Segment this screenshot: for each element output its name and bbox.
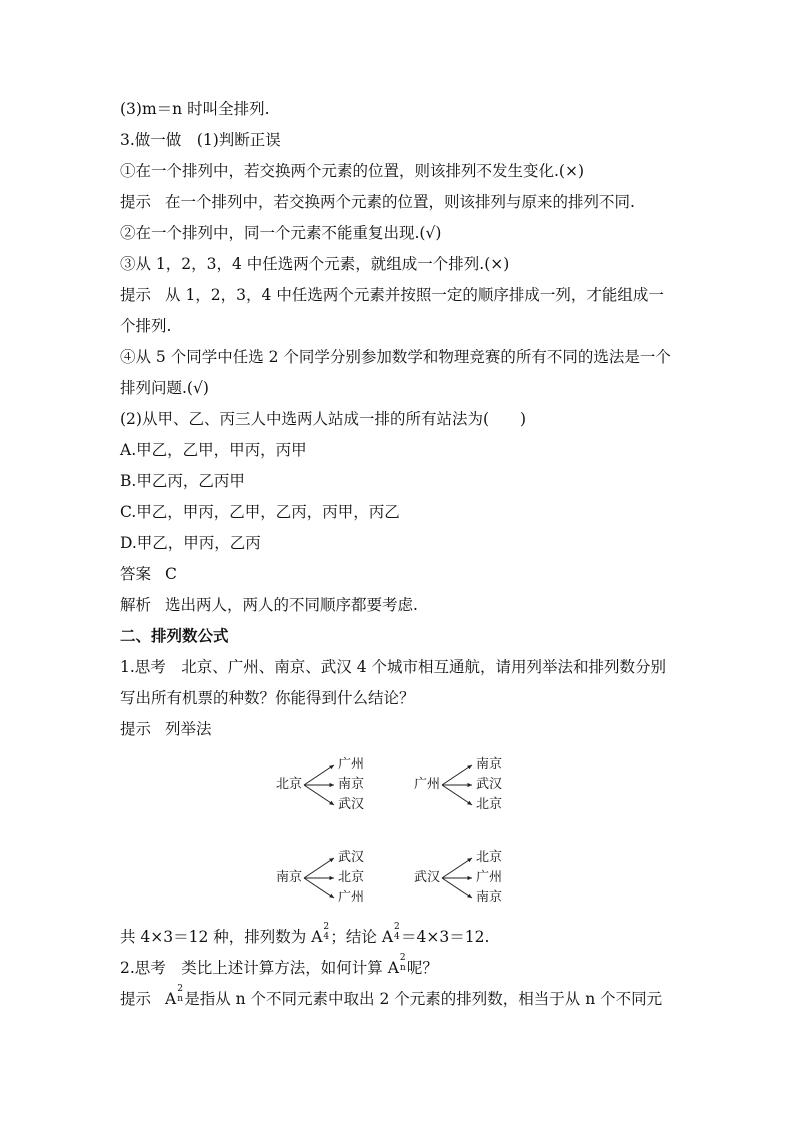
permutation-symbol (322, 924, 330, 942)
hint-text: A (165, 990, 177, 1008)
superscript: 2 (394, 922, 400, 932)
hint-label: 提示 (120, 990, 152, 1008)
question-text: 呢？ (406, 959, 438, 977)
tree-child: 北京 (338, 870, 365, 885)
answer-label: 答案 (120, 565, 152, 583)
hint-text: 从 1，2，3，4 中任选两个元素并按照一定的顺序排成一列，才能组成一 (165, 286, 664, 304)
arrowhead (329, 801, 334, 805)
conclusion-text: ；结论 A (330, 928, 394, 946)
tree-child: 广州 (338, 757, 365, 772)
subscript: 4 (323, 932, 330, 942)
tree-child: 广州 (476, 870, 503, 885)
conclusion-value: ＝4×3＝12. (401, 928, 490, 946)
tree-branch (304, 878, 334, 898)
option-d: D.甲乙，甲丙，乙丙 (120, 534, 261, 552)
enumeration-tree (414, 848, 514, 908)
text-line: 1.思考 北京、广州、南京、武汉 4 个城市相互通航，请用列举法和排列数分别 (120, 658, 667, 676)
arrowhead (329, 858, 334, 862)
tree-child: 南京 (338, 777, 365, 792)
text-line: ③从 1，2，3，4 中任选两个元素，就组成一个排列.(×) (120, 255, 510, 273)
answer-value: C (165, 565, 177, 583)
text-line: 排列问题.(√) (120, 379, 209, 397)
arrowhead (467, 765, 472, 769)
arrowhead (467, 876, 472, 880)
enumeration-tree (414, 755, 514, 815)
text-line: 3.做一做 (1)判断正误 (120, 131, 281, 149)
hint-line (120, 986, 662, 1009)
superscript: 2 (177, 984, 183, 994)
hint-text: 在一个排列中，若交换两个元素的位置，则该排列与原来的排列不同. (165, 193, 635, 211)
tree-root: 南京 (276, 870, 303, 885)
tree-root: 广州 (414, 777, 441, 792)
arrowhead (329, 876, 334, 880)
section-heading: 二、排列数公式 (120, 626, 229, 645)
text-line: ④从 5 个同学中任选 2 个同学分别参加数学和物理竞赛的所有不同的选法是一个 (120, 348, 671, 366)
tree-child: 南京 (476, 757, 503, 772)
tree-child: 北京 (476, 850, 503, 865)
arrowhead (467, 783, 472, 787)
tree-root: 武汉 (414, 870, 441, 885)
tree-branch (304, 858, 334, 878)
arrowhead (467, 894, 472, 898)
arrowhead (467, 801, 472, 805)
hint-label: 提示 (120, 720, 152, 738)
hint-text: 列举法 (165, 720, 212, 738)
tree-branch (442, 858, 472, 878)
arrowhead (329, 783, 334, 787)
tree-child: 武汉 (338, 797, 365, 812)
tree-branch (442, 785, 472, 805)
hint-line (120, 719, 212, 739)
explanation-text: 选出两人，两人的不同顺序都要考虑. (165, 596, 418, 614)
total-line (120, 924, 489, 947)
subscript: n (399, 963, 406, 973)
superscript: 2 (399, 953, 406, 963)
hint-label: 提示 (120, 193, 152, 211)
tree-branch (442, 878, 472, 898)
option-c: C.甲乙，甲丙，乙甲，乙丙，丙甲，丙乙 (120, 503, 400, 521)
option-b: B.甲乙丙，乙丙甲 (120, 472, 245, 490)
enumeration-tree (276, 848, 376, 908)
hint-label: 提示 (120, 286, 152, 304)
explanation-label: 解析 (120, 596, 152, 614)
tree-child: 南京 (476, 890, 503, 905)
tree-child: 武汉 (476, 777, 503, 792)
total-text: 共 4×3＝12 种，排列数为 A (120, 928, 323, 946)
text-line: ②在一个排列中，同一个元素不能重复出现.(√) (120, 224, 442, 242)
tree-child: 广州 (338, 890, 365, 905)
text-line: (3)m＝n 时叫全排列. (120, 100, 270, 118)
text-line: 写出所有机票的种数？你能得到什么结论？ (120, 689, 415, 707)
subscript: n (177, 994, 184, 1004)
tree-branch (304, 785, 334, 805)
arrowhead (329, 894, 334, 898)
permutation-symbol (399, 955, 407, 973)
tree-child: 北京 (476, 797, 503, 812)
tree-branch (442, 765, 472, 785)
permutation-symbol (393, 924, 401, 942)
enumeration-tree (276, 755, 376, 815)
arrowhead (467, 858, 472, 862)
tree-child: 武汉 (338, 850, 365, 865)
text-line: 个排列. (120, 317, 172, 335)
subscript: 4 (394, 932, 400, 942)
answer-line (120, 564, 177, 584)
arrowhead (329, 765, 334, 769)
superscript: 2 (323, 922, 330, 932)
hint-line (120, 192, 635, 212)
text-line: ①在一个排列中，若交换两个元素的位置，则该排列不发生变化.(×) (120, 162, 585, 180)
text-line (120, 955, 438, 978)
hint-line (120, 285, 664, 305)
question-line: (2)从甲、乙、丙三人中选两人站成一排的所有站法为( ) (120, 410, 527, 428)
tree-branch (304, 765, 334, 785)
explanation-line (120, 595, 418, 615)
question-text: 2.思考 类比上述计算方法，如何计算 A (120, 959, 399, 977)
permutation-symbol (176, 986, 184, 1004)
tree-root: 北京 (276, 777, 303, 792)
hint-text: 是指从 n 个不同元素中取出 2 个元素的排列数，相当于从 n 个不同元 (184, 990, 663, 1008)
option-a: A.甲乙，乙甲，甲丙，丙甲 (120, 441, 307, 459)
